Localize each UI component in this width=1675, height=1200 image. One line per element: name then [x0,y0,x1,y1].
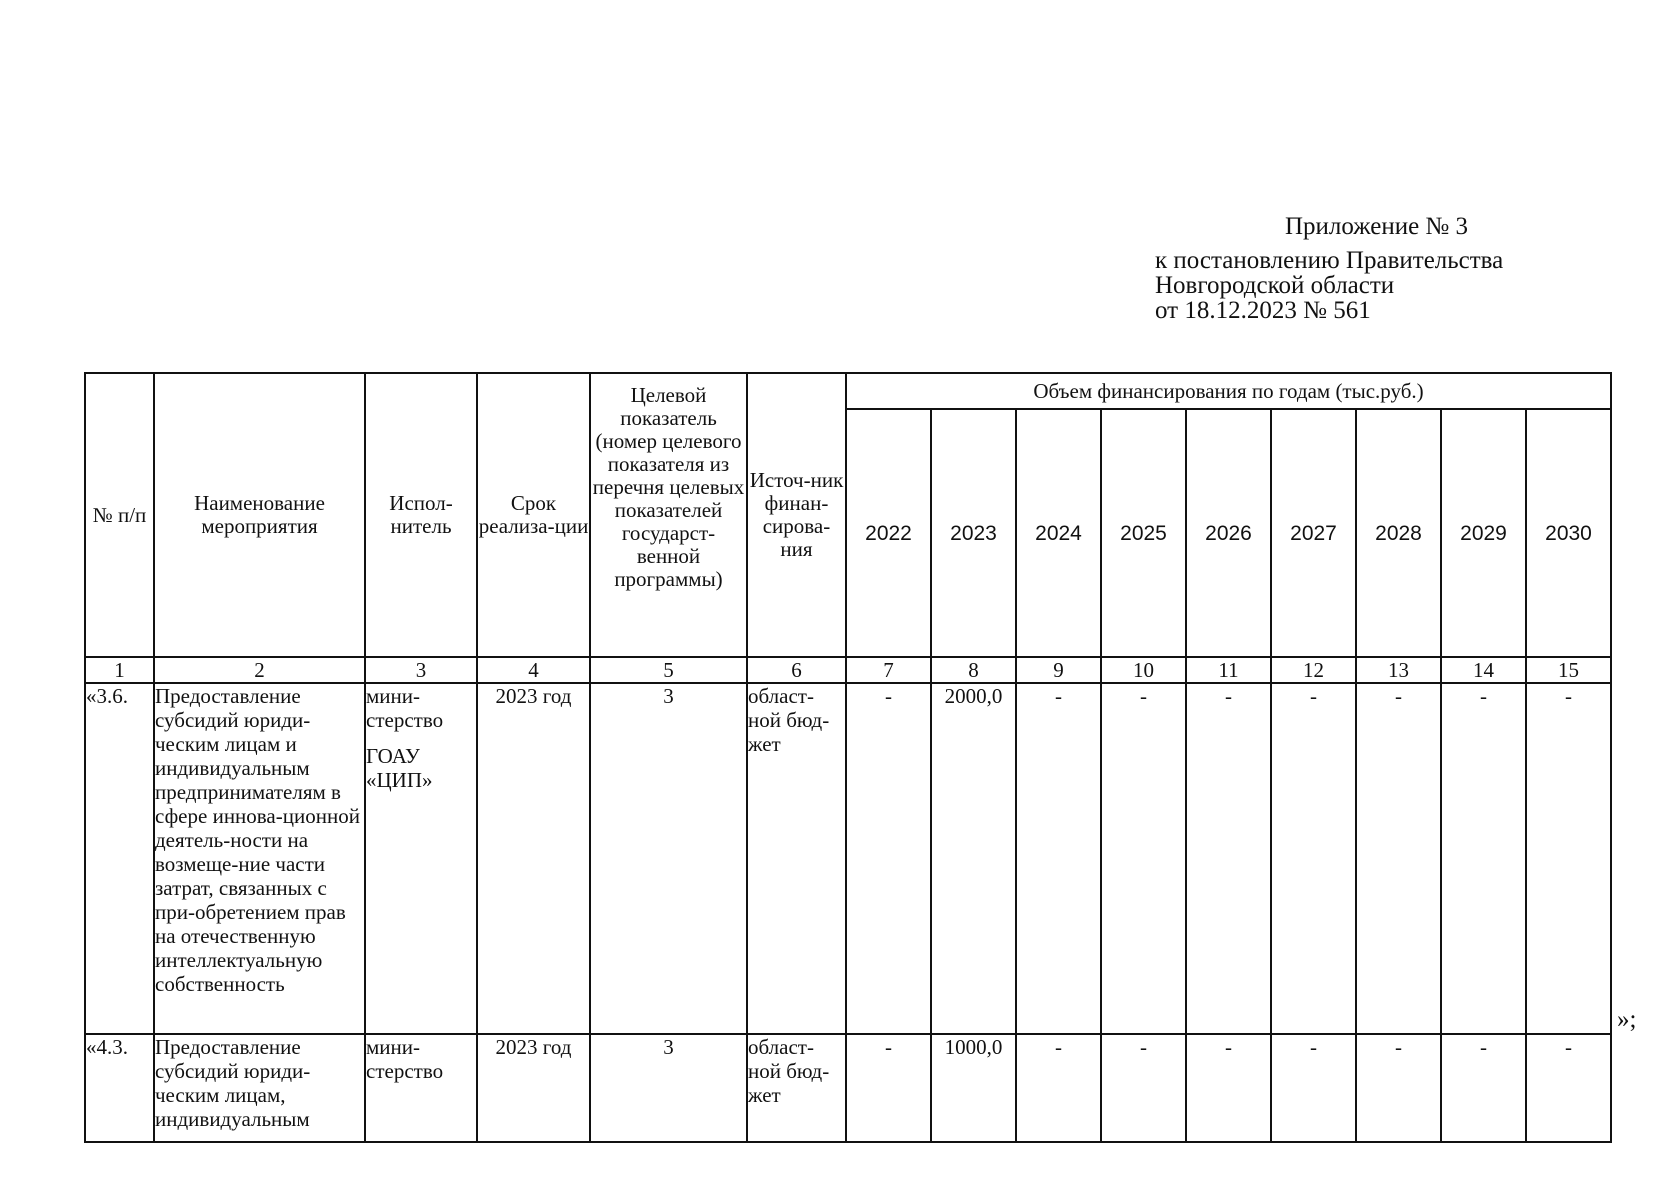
header-row-1 [85,373,1611,409]
row-target: 3 [590,683,747,1034]
column-number: 4 [477,657,590,683]
row-value: - [1101,683,1186,1034]
column-number: 10 [1101,657,1186,683]
row-value: - [846,1034,931,1142]
row-term: 2023 год [477,683,590,1034]
row-value: - [1526,683,1611,1034]
date-number-line: от 18.12.2023 № 561 [1155,297,1371,324]
col-header-num: № п/п [85,373,154,657]
row-value: - [1526,1034,1611,1142]
column-number: 14 [1441,657,1526,683]
row-name: Предоставление субсидий юриди-ческим лицам, индивидуальным [154,1034,365,1142]
column-number: 6 [747,657,846,683]
column-number: 1 [85,657,154,683]
col-header-funding: Объем финансирования по годам (тыс.руб.) [846,373,1611,409]
row-term: 2023 год [477,1034,590,1142]
row-executor [365,683,477,1034]
column-number: 7 [846,657,931,683]
col-header-target: Целевой показатель (номер целевого показателя из перечня целевых показателей государст-венной программы) [590,373,747,657]
document-header [1155,214,1503,323]
row-name: Предоставление субсидий юриди-ческим лицам и индивидуальным предпринимателям в сфере иннова-ционной деятель-ности на возмеще-ние части затрат, связанных с при-обретением прав на отечественную интеллектуальную собственность [154,683,365,1034]
row-executor: мини-стерство [365,1034,477,1142]
year-header: 2029 [1441,409,1526,657]
column-number: 12 [1271,657,1356,683]
column-number: 15 [1526,657,1611,683]
closing-quote-mark: »; [1617,1006,1637,1033]
row-value: - [1356,683,1441,1034]
row-number: «4.3. [85,1034,154,1142]
row-value: - [1271,1034,1356,1142]
row-value: - [846,683,931,1034]
executor-primary: мини-стерство [366,684,444,732]
resolution-line: к постановлению Правительства [1155,247,1504,274]
row-value: - [1441,683,1526,1034]
year-header: 2026 [1186,409,1271,657]
year-header: 2022 [846,409,931,657]
row-number: «3.6. [85,683,154,1034]
year-header: 2024 [1016,409,1101,657]
row-value: - [1356,1034,1441,1142]
year-header: 2030 [1526,409,1611,657]
column-number: 3 [365,657,477,683]
row-value: - [1186,1034,1271,1142]
column-number: 13 [1356,657,1441,683]
annex-title: Приложение № 3 [1285,213,1469,240]
year-header: 2028 [1356,409,1441,657]
table-row [85,683,1611,1034]
row-source: област-ной бюд-жет [747,683,846,1034]
col-header-term: Срок реализа-ции [477,373,590,657]
region-line: Новгородской области [1155,272,1395,299]
row-value: 2000,0 [931,683,1016,1034]
row-value: - [1016,1034,1101,1142]
column-number: 5 [590,657,747,683]
row-value: - [1271,683,1356,1034]
column-number: 11 [1186,657,1271,683]
year-header: 2027 [1271,409,1356,657]
col-header-name: Наименование мероприятия [154,373,365,657]
executor-secondary: ГОАУ «ЦИП» [366,744,433,792]
column-number-row [85,657,1611,683]
column-number: 2 [154,657,365,683]
row-value: - [1101,1034,1186,1142]
col-header-source: Источ-ник финан-сирова-ния [747,373,846,657]
funding-table [84,372,1612,1143]
row-value: - [1016,683,1101,1034]
row-value: - [1186,683,1271,1034]
row-value: - [1441,1034,1526,1142]
year-header: 2023 [931,409,1016,657]
table-row [85,1034,1611,1142]
row-target: 3 [590,1034,747,1142]
col-header-executor: Испол-нитель [365,373,477,657]
row-value: 1000,0 [931,1034,1016,1142]
column-number: 9 [1016,657,1101,683]
column-number: 8 [931,657,1016,683]
row-source: област-ной бюд-жет [747,1034,846,1142]
year-header: 2025 [1101,409,1186,657]
